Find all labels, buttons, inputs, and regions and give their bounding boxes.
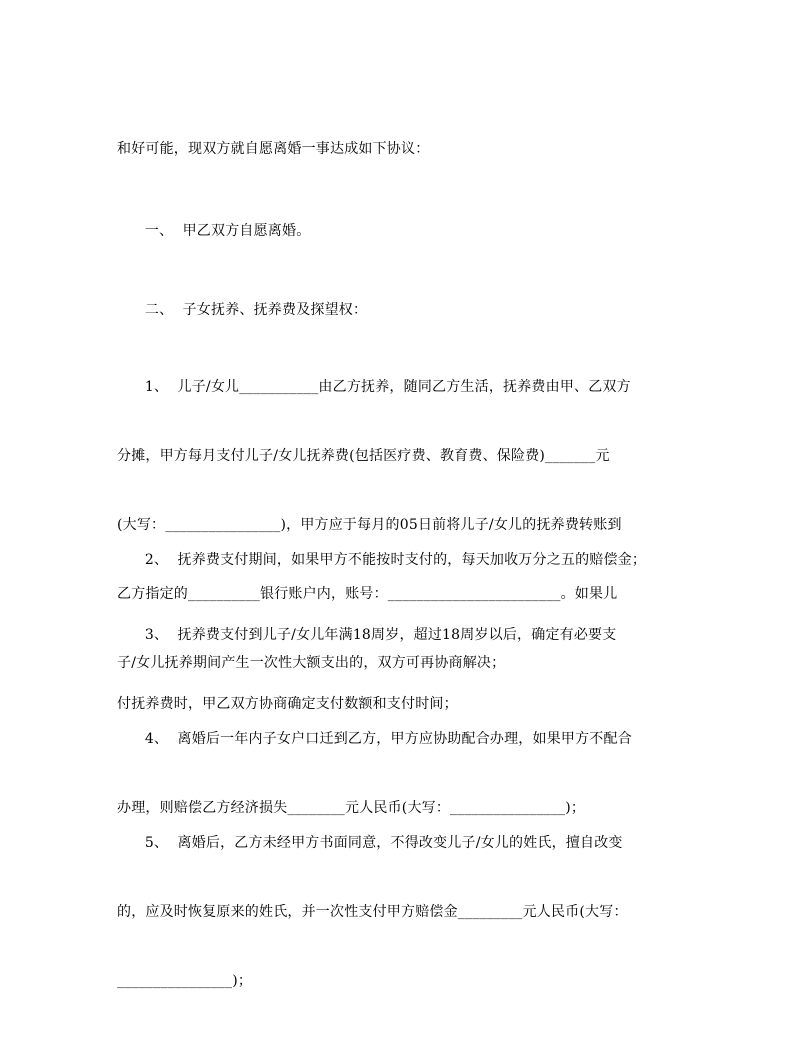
text-line: 付抚养费时，甲乙双方协商确定支付数额和支付时间； (117, 696, 458, 712)
text-line: 子/女儿抚养期间产生一次性大额支出的，双方可再协商解决； (117, 655, 506, 671)
text-line: 的，应及时恢复原来的姓氏，并一次性支付甲方赔偿金_________元人民币(大写： (117, 904, 628, 920)
text-line: (大写：________________)，甲方应于每月的05日前将儿子/女儿的抚养费转账到 (117, 517, 622, 533)
text-line: 乙方指定的__________银行账户内，账号：________________________。如果儿 (117, 586, 618, 602)
text-line: 3、 抚养费支付到儿子/女儿年满18周岁，超过18周岁以后，确定有必要支 (117, 627, 617, 643)
text-line: 4、 离婚后一年内子女户口迁到乙方，甲方应协助配合办理，如果甲方不配合 (117, 731, 632, 747)
text-line: 二、 子女抚养、抚养费及探望权： (117, 302, 368, 318)
item-5-paragraph (117, 786, 687, 1039)
text-line: 2、 抚养费支付期间，如果甲方不能按时支付的，每天加收万分之五的赔偿金； (117, 552, 647, 568)
text-line: 1、 儿子/女儿___________由乙方抚养，随同乙方生活，抚养费由甲、乙双方 (117, 379, 631, 395)
text-line: 办理，则赔偿乙方经济损失________元人民币(大写：________________)； (117, 800, 586, 816)
text-line: 分摊，甲方每月支付儿子/女儿抚养费(包括医疗费、教育费、保险费)_______元 (117, 448, 610, 464)
text-line: ________________)； (117, 973, 253, 989)
text-line: 和好可能，现双方就自愿离婚一事达成如下协议： (117, 141, 430, 157)
text-line: 5、 离婚后，乙方未经甲方书面同意，不得改变儿子/女儿的姓氏，擅自改变 (117, 835, 623, 851)
text-line: 一、 甲乙双方自愿离婚。 (117, 223, 311, 239)
